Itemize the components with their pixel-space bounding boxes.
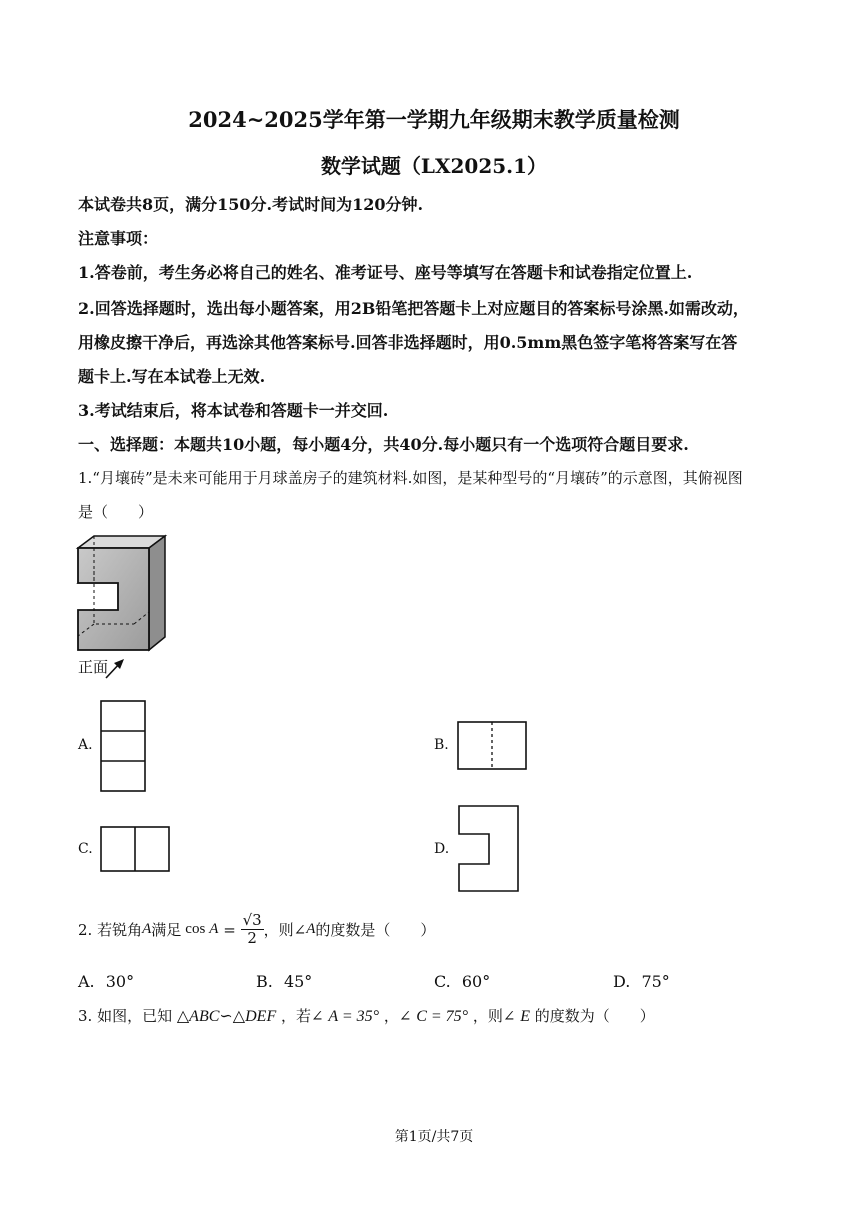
question-2-mid: 满足 [151, 921, 182, 940]
option-d-figure[interactable] [457, 804, 521, 894]
question-2-option-c-label: C. [434, 972, 451, 991]
notice-item-2-line-1: 2.回答选择题时，选出每小题答案，用2B铅笔把答题卡上对应题目的答案标号涂黑.如需改动， [78, 299, 749, 318]
question-2-option-c[interactable] [434, 972, 490, 991]
notice-heading: 注意事项： [78, 229, 159, 248]
front-view-label: 正面 [78, 658, 109, 676]
page-subtitle: 数学试题（LX2025.1） [320, 154, 548, 178]
question-2-option-b-label: B. [256, 972, 273, 991]
question-3-angle-c: C = 75° [416, 1008, 469, 1025]
question-2-prefix: 2. 若锐角 [78, 921, 143, 940]
page-number: 第1页/共7页 [394, 1129, 474, 1145]
question-3-tail: 的度数为（ ） [534, 1007, 655, 1025]
option-c-label[interactable]: C. [78, 841, 93, 857]
option-d-label[interactable]: D. [434, 841, 450, 857]
question-2-cos: cos [185, 921, 206, 938]
question-3-mid-3: ，则∠ [472, 1007, 516, 1025]
question-2-numerator: √3 [242, 911, 262, 929]
option-b-label[interactable]: B. [434, 737, 449, 753]
question-2-option-a-value: 30° [105, 972, 135, 991]
section-heading-choice: 一、选择题：本题共10小题，每小题4分，共40分.每小题只有一个选项符合题目要求. [78, 435, 689, 454]
question-2-var-a-cos: A [209, 921, 219, 938]
question-3-mid-2: ，∠ [383, 1007, 412, 1025]
option-a-figure[interactable] [100, 700, 146, 792]
question-2-option-d-value: 75° [641, 972, 670, 991]
question-2-option-a-label: A. [78, 972, 95, 991]
question-2-option-b[interactable] [256, 972, 312, 991]
question-3-prefix: 3. 如图，已知 [78, 1007, 173, 1025]
question-2-option-b-value: 45° [283, 972, 313, 991]
question-3-angle-a: A = 35° [328, 1008, 380, 1025]
question-1-text-line-1: 1.“月壤砖”是未来可能用于月球盖房子的建筑材料.如图，是某种型号的“月壤砖”的示意图，其俯视图 [78, 469, 743, 487]
question-2-denominator: 2 [247, 929, 257, 948]
question-3-text [78, 1005, 655, 1026]
question-3-var-e: E [520, 1008, 530, 1025]
question-2-equals: = [218, 920, 241, 939]
question-1-text-line-2: 是（ ） [78, 503, 154, 521]
notice-item-3: 3.考试结束后，将本试卷和答题卡一并交回. [78, 401, 389, 420]
question-2-fraction [241, 912, 264, 948]
question-2-option-d[interactable] [613, 972, 670, 991]
question-3-mid-1: ，若∠ [281, 1007, 324, 1025]
option-c-figure[interactable] [100, 826, 170, 873]
question-2-suffix: ，则∠ [263, 921, 307, 940]
page-title: 2024~2025学年第一学期九年级期末教学质量检测 [188, 107, 680, 132]
question-2-option-d-label: D. [613, 972, 631, 991]
question-2-option-c-value: 60° [461, 972, 491, 991]
question-2-var-a-angle: A [306, 921, 316, 938]
question-2-var-a: A [142, 921, 152, 938]
exam-summary: 本试卷共8页，满分150分.考试时间为120分钟. [78, 195, 424, 214]
question-2-text [78, 912, 435, 948]
question-2-option-a[interactable] [78, 972, 134, 991]
question-3-similar: △ABC∽△DEF [176, 1008, 277, 1025]
option-b-figure[interactable] [457, 721, 527, 771]
notice-item-1: 1.答卷前，考生务必将自己的姓名、准考证号、座号等填写在答题卡和试卷指定位置上. [78, 263, 693, 282]
option-a-label[interactable]: A. [78, 737, 93, 753]
notice-item-2-line-2: 用橡皮擦干净后，再选涂其他答案标号.回答非选择题时，用0.5mm黑色签字笔将答案写在答 [78, 333, 738, 352]
question-2-tail: 的度数是（ ） [315, 921, 436, 940]
notice-item-2-line-3: 题卡上.写在本试卷上无效. [78, 367, 266, 386]
